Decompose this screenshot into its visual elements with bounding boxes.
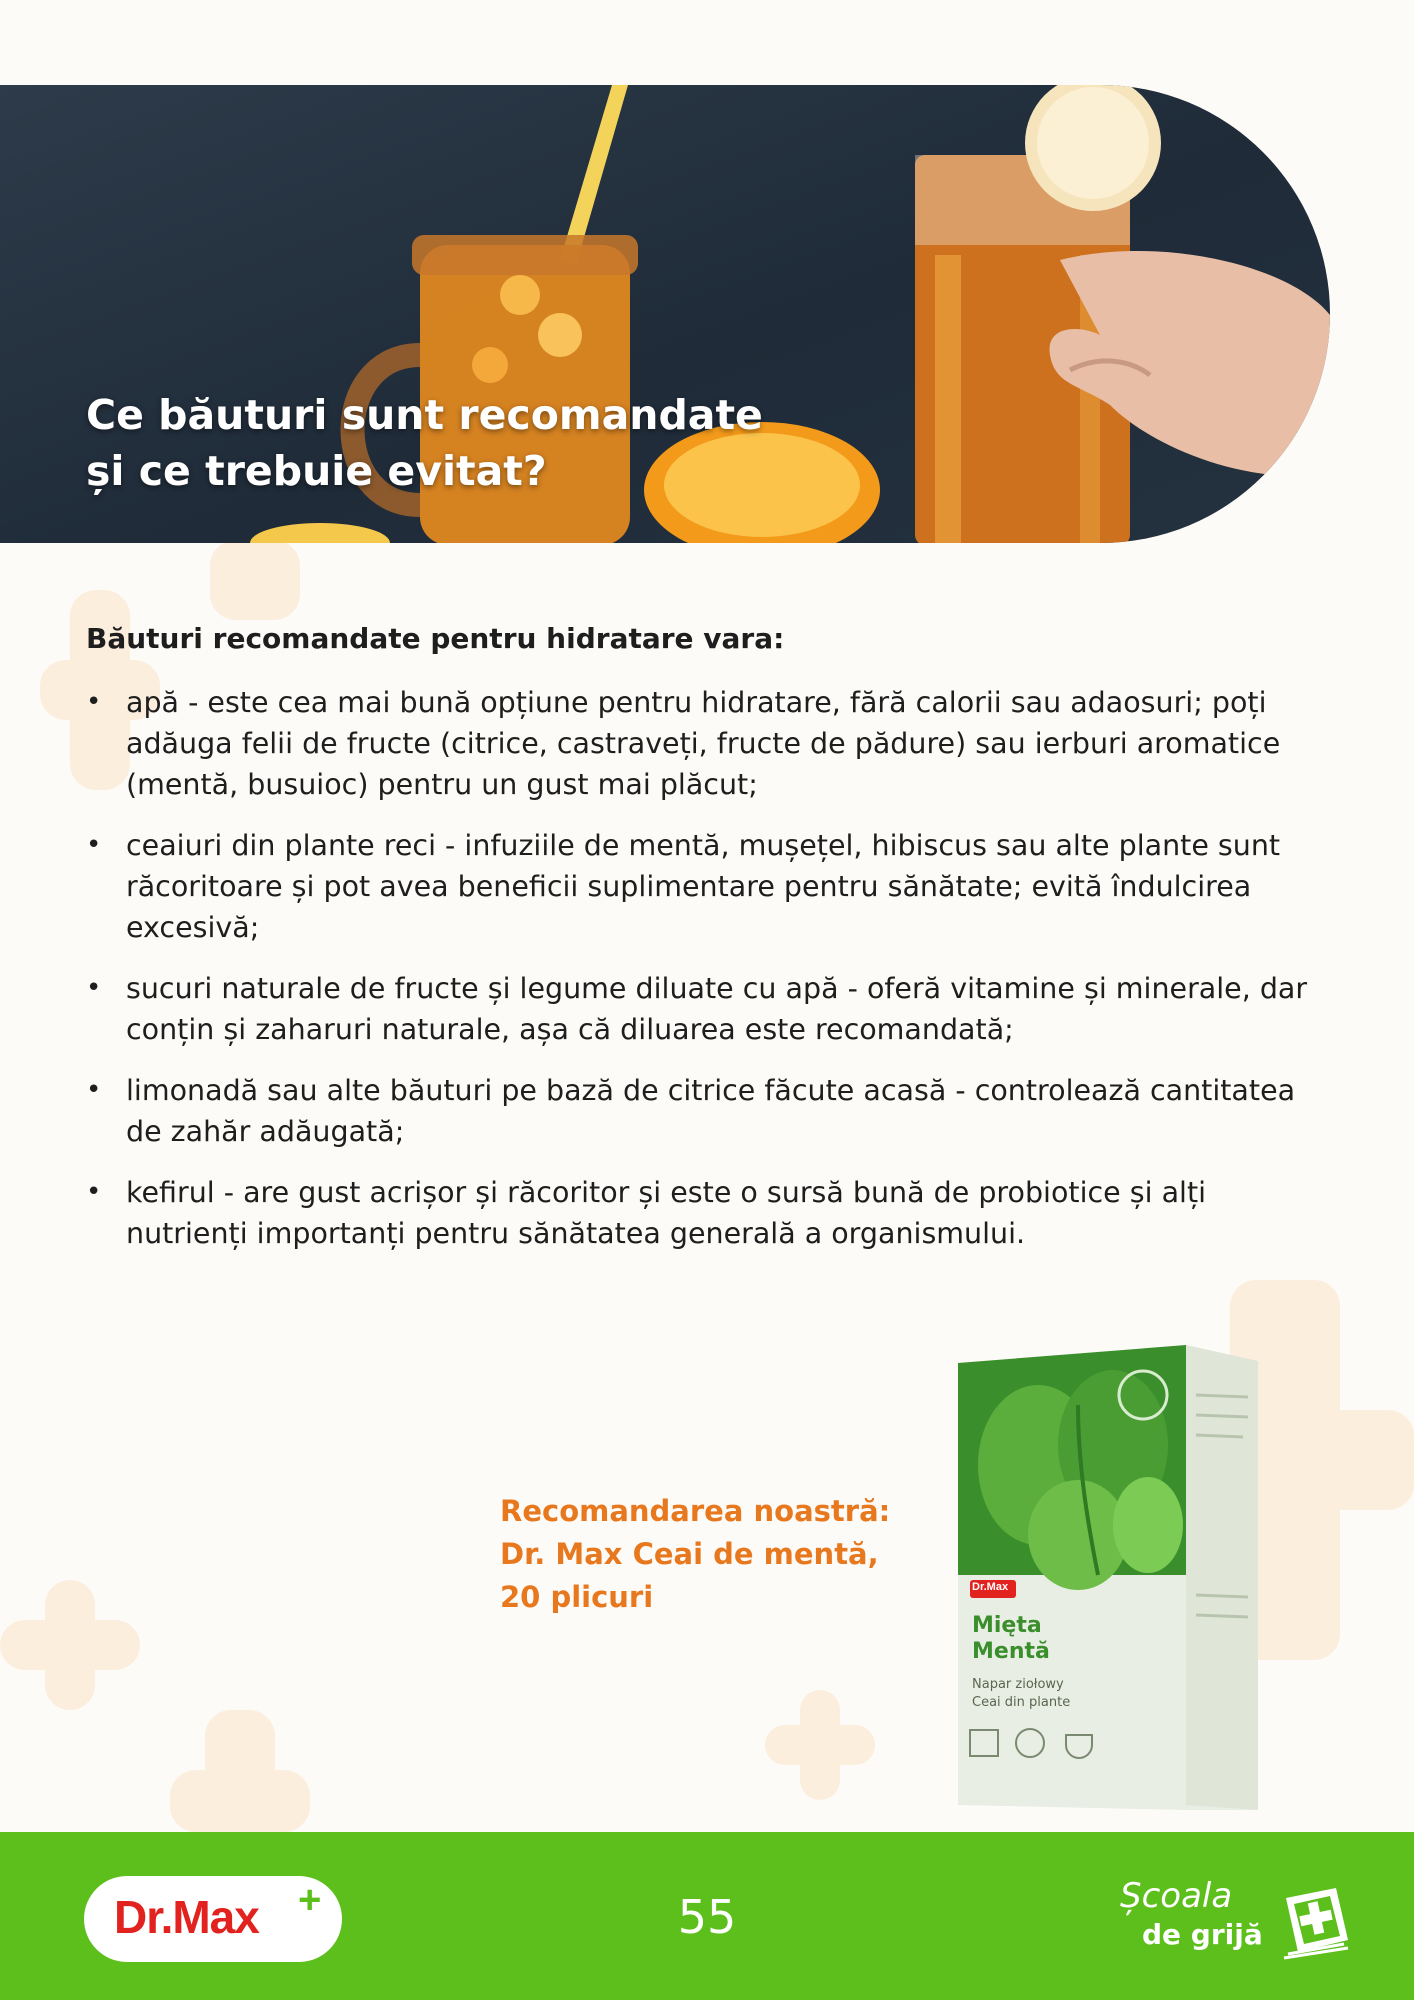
recommendation-text [500,1490,940,1619]
list-item: • sucuri naturale de fructe și legume diluate cu apă - oferă vitamine și minerale, dar conțin și zaharuri naturale, așa că diluarea este recomandată; [86,968,1336,1050]
scoala-logo-line2: de grijă [1142,1918,1263,1951]
recommendation-line1: Recomandarea noastră: [500,1494,891,1528]
recommendation-line2: Dr. Max Ceai de mentă, [500,1537,879,1571]
hero-title-line2: și ce trebuie evitat? [86,447,547,495]
scoala-logo-line1: Școala [1120,1876,1233,1916]
list-item: • ceaiuri din plante reci - infuziile de mentă, mușețel, hibiscus sau alte plante sunt răcoritoare și pot avea beneficii suplimentare pentru sănătate; evită îndulcirea excesivă; [86,825,1336,948]
product-brand: Dr.Max [972,1581,1009,1593]
page-number: 55 [677,1890,737,1944]
decorative-cross-left-bottom [0,1580,140,1710]
product-name-line2: Mentă [972,1639,1050,1664]
hero-banner [0,85,1330,543]
decorative-cross-top-mid [200,540,320,620]
product-subtitle-line1: Napar ziołowy [972,1677,1064,1692]
list-item: • limonadă sau alte băuturi pe bază de citrice făcute acasă - controlează cantitatea de zahăr adăugată; [86,1070,1336,1152]
book-plus-icon [1278,1880,1358,1960]
product-subtitle-line2: Ceai din plante [972,1695,1071,1710]
drmax-logo-text: Dr.Max [114,1891,259,1943]
recommendation-line3: 20 plicuri [500,1580,654,1614]
product-box-illustration [958,1335,1258,1810]
drmax-logo [84,1876,342,1962]
scoala-de-grija-logo [1118,1874,1368,1970]
footer-bar [0,1832,1414,2000]
list-item: • kefirul - are gust acrișor și răcoritor și este o sursă bună de probiotice și alți nutrienți importanți pentru sănătatea generală a organismului. [86,1172,1336,1254]
product-name-line1: Mięta [972,1613,1042,1638]
recommended-drinks-list [86,682,1336,1274]
hero-title-line1: Ce băuturi sunt recomandate [86,391,763,439]
drmax-logo-plus-icon: + [298,1878,322,1922]
hero-title [86,387,786,499]
decorative-cross-bottom-mid [170,1710,310,1832]
list-item: • apă - este cea mai bună opțiune pentru hidratare, fără calorii sau adaosuri; poți adăuga felii de fructe (citrice, castraveți, fructe de pădure) sau ierburi aromatice (mentă, busuioc) pentru un gust mai plăcut; [86,682,1336,805]
product-box-image [958,1335,1258,1810]
section-heading: Băuturi recomandate pentru hidratare vara: [86,622,785,655]
decorative-cross-product [765,1690,875,1800]
